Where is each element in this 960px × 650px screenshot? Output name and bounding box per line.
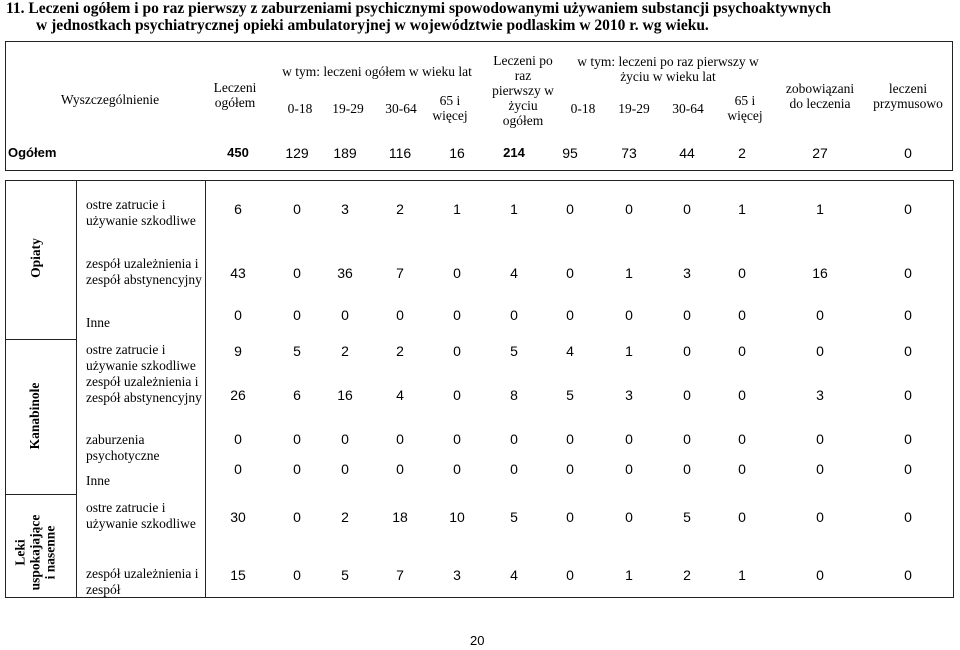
table-cell: 15 (230, 567, 246, 583)
table-cell: 0 (816, 567, 824, 583)
total-cell: 95 (562, 145, 578, 161)
table-cell: 0 (566, 265, 574, 281)
title-line-2: w jednostkach psychiatrycznej opieki ambulatoryjnej w województwie podlaskim w 2010 r. wg wieku. (36, 17, 709, 34)
row-label: zespół uzależnienia i zespół abstynencyjny (86, 256, 202, 287)
table-cell: 2 (683, 567, 691, 583)
header-po-raz-pierwszy: Leczeni po raz pierwszy w życiu ogółem (492, 53, 554, 128)
table-top-border (5, 180, 954, 181)
header-age-19-29: 19-29 (332, 101, 364, 116)
group-label-leki (13, 493, 58, 613)
total-cell: 27 (812, 145, 828, 161)
table-cell: 1 (510, 201, 518, 217)
header-w-tym-pierwszy: w tym: leczeni po raz pierwszy w życiu w wieku lat (577, 54, 759, 84)
row-label: ostre zatrucie i używanie szkodliwe (86, 197, 196, 228)
total-cell: 214 (503, 145, 525, 160)
header-age-0-18: 0-18 (287, 101, 313, 116)
row-label: zespół uzależnienia i zespół abstynencyjny (86, 374, 202, 405)
table-cell: 0 (904, 265, 912, 281)
table-cell: 0 (453, 387, 461, 403)
table-cell: 2 (396, 343, 404, 359)
table-cell: 0 (904, 201, 912, 217)
table-cell: 0 (738, 343, 746, 359)
table-cell: 7 (396, 567, 404, 583)
table-cell: 2 (396, 201, 404, 217)
table-cell: 0 (341, 431, 349, 447)
table-cell: 0 (293, 431, 301, 447)
table-cell: 43 (230, 265, 246, 281)
table-cell: 0 (904, 567, 912, 583)
document-title (6, 0, 956, 34)
table-cell: 5 (510, 343, 518, 359)
row-label: ostre zatrucie i używanie szkodliwe (86, 342, 196, 373)
table-cell: 0 (453, 307, 461, 323)
table-cell: 16 (812, 265, 828, 281)
table-cell: 0 (234, 431, 242, 447)
table-cell: 0 (683, 461, 691, 477)
table-cell: 0 (566, 307, 574, 323)
table-cell: 9 (234, 343, 242, 359)
table-cell: 1 (738, 201, 746, 217)
header-leczeni-ogolem: Leczeni ogółem (213, 80, 257, 110)
table-cell: 5 (293, 343, 301, 359)
title-line-1: 11. Leczeni ogółem i po raz pierwszy z zaburzeniami psychicznymi spowodowanymi używaniem substancji psychoaktywnych (6, 0, 831, 17)
table-cell: 1 (816, 201, 824, 217)
table-cell: 0 (683, 387, 691, 403)
table-cell: 0 (683, 431, 691, 447)
table-cell: 5 (566, 387, 574, 403)
table-cell: 1 (453, 201, 461, 217)
table-cell: 1 (625, 343, 633, 359)
table-cell: 0 (453, 431, 461, 447)
table-cell: 36 (337, 265, 353, 281)
group-label-kanabinole: Kanabinole (27, 382, 42, 450)
header-pierwszy-age-19-29: 19-29 (618, 101, 650, 116)
table-cell: 0 (683, 343, 691, 359)
table-cell: 0 (453, 265, 461, 281)
table-cell: 4 (566, 343, 574, 359)
table-cell: 16 (337, 387, 353, 403)
table-cell: 0 (510, 307, 518, 323)
table-cell: 30 (230, 509, 246, 525)
table-cell: 0 (738, 307, 746, 323)
table-cell: 3 (625, 387, 633, 403)
table-cell: 0 (738, 431, 746, 447)
table-cell: 0 (625, 201, 633, 217)
table-cell: 0 (510, 461, 518, 477)
total-cell: 73 (621, 145, 637, 161)
table-cell: 1 (625, 265, 633, 281)
table-cell: 0 (683, 201, 691, 217)
table-cell: 2 (341, 509, 349, 525)
table-cell: 0 (816, 461, 824, 477)
table-cell: 6 (293, 387, 301, 403)
table-cell: 0 (566, 509, 574, 525)
table-right-border (953, 180, 954, 598)
row-label: Inne (86, 315, 110, 330)
table-cell: 0 (396, 461, 404, 477)
table-cell: 0 (904, 387, 912, 403)
table-cell: 8 (510, 387, 518, 403)
table-cell: 7 (396, 265, 404, 281)
total-cell: 189 (333, 145, 357, 161)
table-cell: 0 (816, 509, 824, 525)
group-label-leki-text: Leki uspokajające i nasenne (12, 514, 58, 591)
table-cell: 0 (293, 509, 301, 525)
table-cell: 0 (293, 307, 301, 323)
table-cell: 0 (904, 307, 912, 323)
table-cell: 1 (625, 567, 633, 583)
total-cell: 116 (388, 145, 412, 161)
table-cell: 0 (904, 461, 912, 477)
header-pierwszy-age-65: 65 i więcej (727, 93, 763, 123)
header-w-tym-ogolem: w tym: leczeni ogółem w wieku lat (282, 64, 472, 79)
table-cell: 0 (293, 567, 301, 583)
total-cell: 16 (449, 145, 465, 161)
table-cell: 0 (341, 461, 349, 477)
table-cell: 6 (234, 201, 242, 217)
total-cell: 450 (227, 145, 249, 160)
header-pierwszy-age-30-64: 30-64 (672, 101, 704, 116)
table-cell: 4 (510, 265, 518, 281)
table-cell: 0 (396, 307, 404, 323)
row-label: Inne (86, 473, 110, 488)
table-cell: 0 (738, 265, 746, 281)
header-pierwszy-age-0-18: 0-18 (570, 101, 596, 116)
table-cell: 1 (738, 567, 746, 583)
table-cell: 0 (738, 461, 746, 477)
table-cell: 0 (625, 307, 633, 323)
header-przymusowo: leczeni przymusowo (873, 81, 943, 111)
table-cell: 5 (510, 509, 518, 525)
page-number: 20 (470, 633, 485, 648)
table-cell: 5 (341, 567, 349, 583)
table-cell: 18 (392, 509, 408, 525)
table-cell: 0 (683, 307, 691, 323)
table-cell: 26 (230, 387, 246, 403)
table-cell: 4 (396, 387, 404, 403)
table-cell: 3 (816, 387, 824, 403)
table-cell: 0 (341, 307, 349, 323)
table-cell: 3 (341, 201, 349, 217)
table-cell: 0 (738, 509, 746, 525)
table-cell: 0 (566, 461, 574, 477)
group-separator-1 (5, 339, 77, 340)
table-cell: 0 (625, 461, 633, 477)
table-cell: 0 (566, 431, 574, 447)
table-cell: 2 (341, 343, 349, 359)
table-cell: 0 (293, 265, 301, 281)
table-cell: 0 (293, 461, 301, 477)
table-cell: 0 (625, 509, 633, 525)
table-cell: 0 (566, 201, 574, 217)
total-cell: 0 (904, 145, 912, 161)
table-cell: 0 (816, 307, 824, 323)
total-row-label: Ogółem (8, 145, 57, 160)
table-cell: 0 (738, 387, 746, 403)
row-label: zespół uzależnienia i zespół (86, 566, 199, 597)
header-age-65: 65 i więcej (432, 93, 468, 123)
table-cell: 5 (683, 509, 691, 525)
table-cell: 3 (683, 265, 691, 281)
table-cell: 0 (816, 431, 824, 447)
table-cell: 0 (453, 343, 461, 359)
row-label: zaburzenia psychotyczne (86, 432, 160, 463)
label-column-divider (205, 180, 206, 598)
table-left-border (5, 180, 6, 598)
table-cell: 0 (234, 307, 242, 323)
table-cell: 0 (234, 461, 242, 477)
table-cell: 0 (453, 461, 461, 477)
table-cell: 10 (449, 509, 465, 525)
header-zobowiazani: zobowiązani do leczenia (785, 81, 855, 111)
header-age-30-64: 30-64 (385, 101, 417, 116)
table-cell: 0 (904, 343, 912, 359)
table-cell: 0 (510, 431, 518, 447)
table-cell: 0 (816, 343, 824, 359)
table-cell: 0 (625, 431, 633, 447)
group-label-opiaty: Opiaty (28, 238, 43, 278)
total-cell: 2 (738, 145, 746, 161)
table-cell: 0 (293, 201, 301, 217)
table-cell: 4 (510, 567, 518, 583)
row-label: ostre zatrucie i używanie szkodliwe (86, 500, 196, 531)
table-cell: 0 (396, 431, 404, 447)
total-cell: 129 (285, 145, 309, 161)
group-column-divider (76, 180, 77, 598)
table-cell: 3 (453, 567, 461, 583)
header-wyszczegolnienie: Wyszczególnienie (60, 92, 160, 107)
table-cell: 0 (566, 567, 574, 583)
table-cell: 0 (904, 509, 912, 525)
total-cell: 44 (679, 145, 695, 161)
table-cell: 0 (904, 431, 912, 447)
